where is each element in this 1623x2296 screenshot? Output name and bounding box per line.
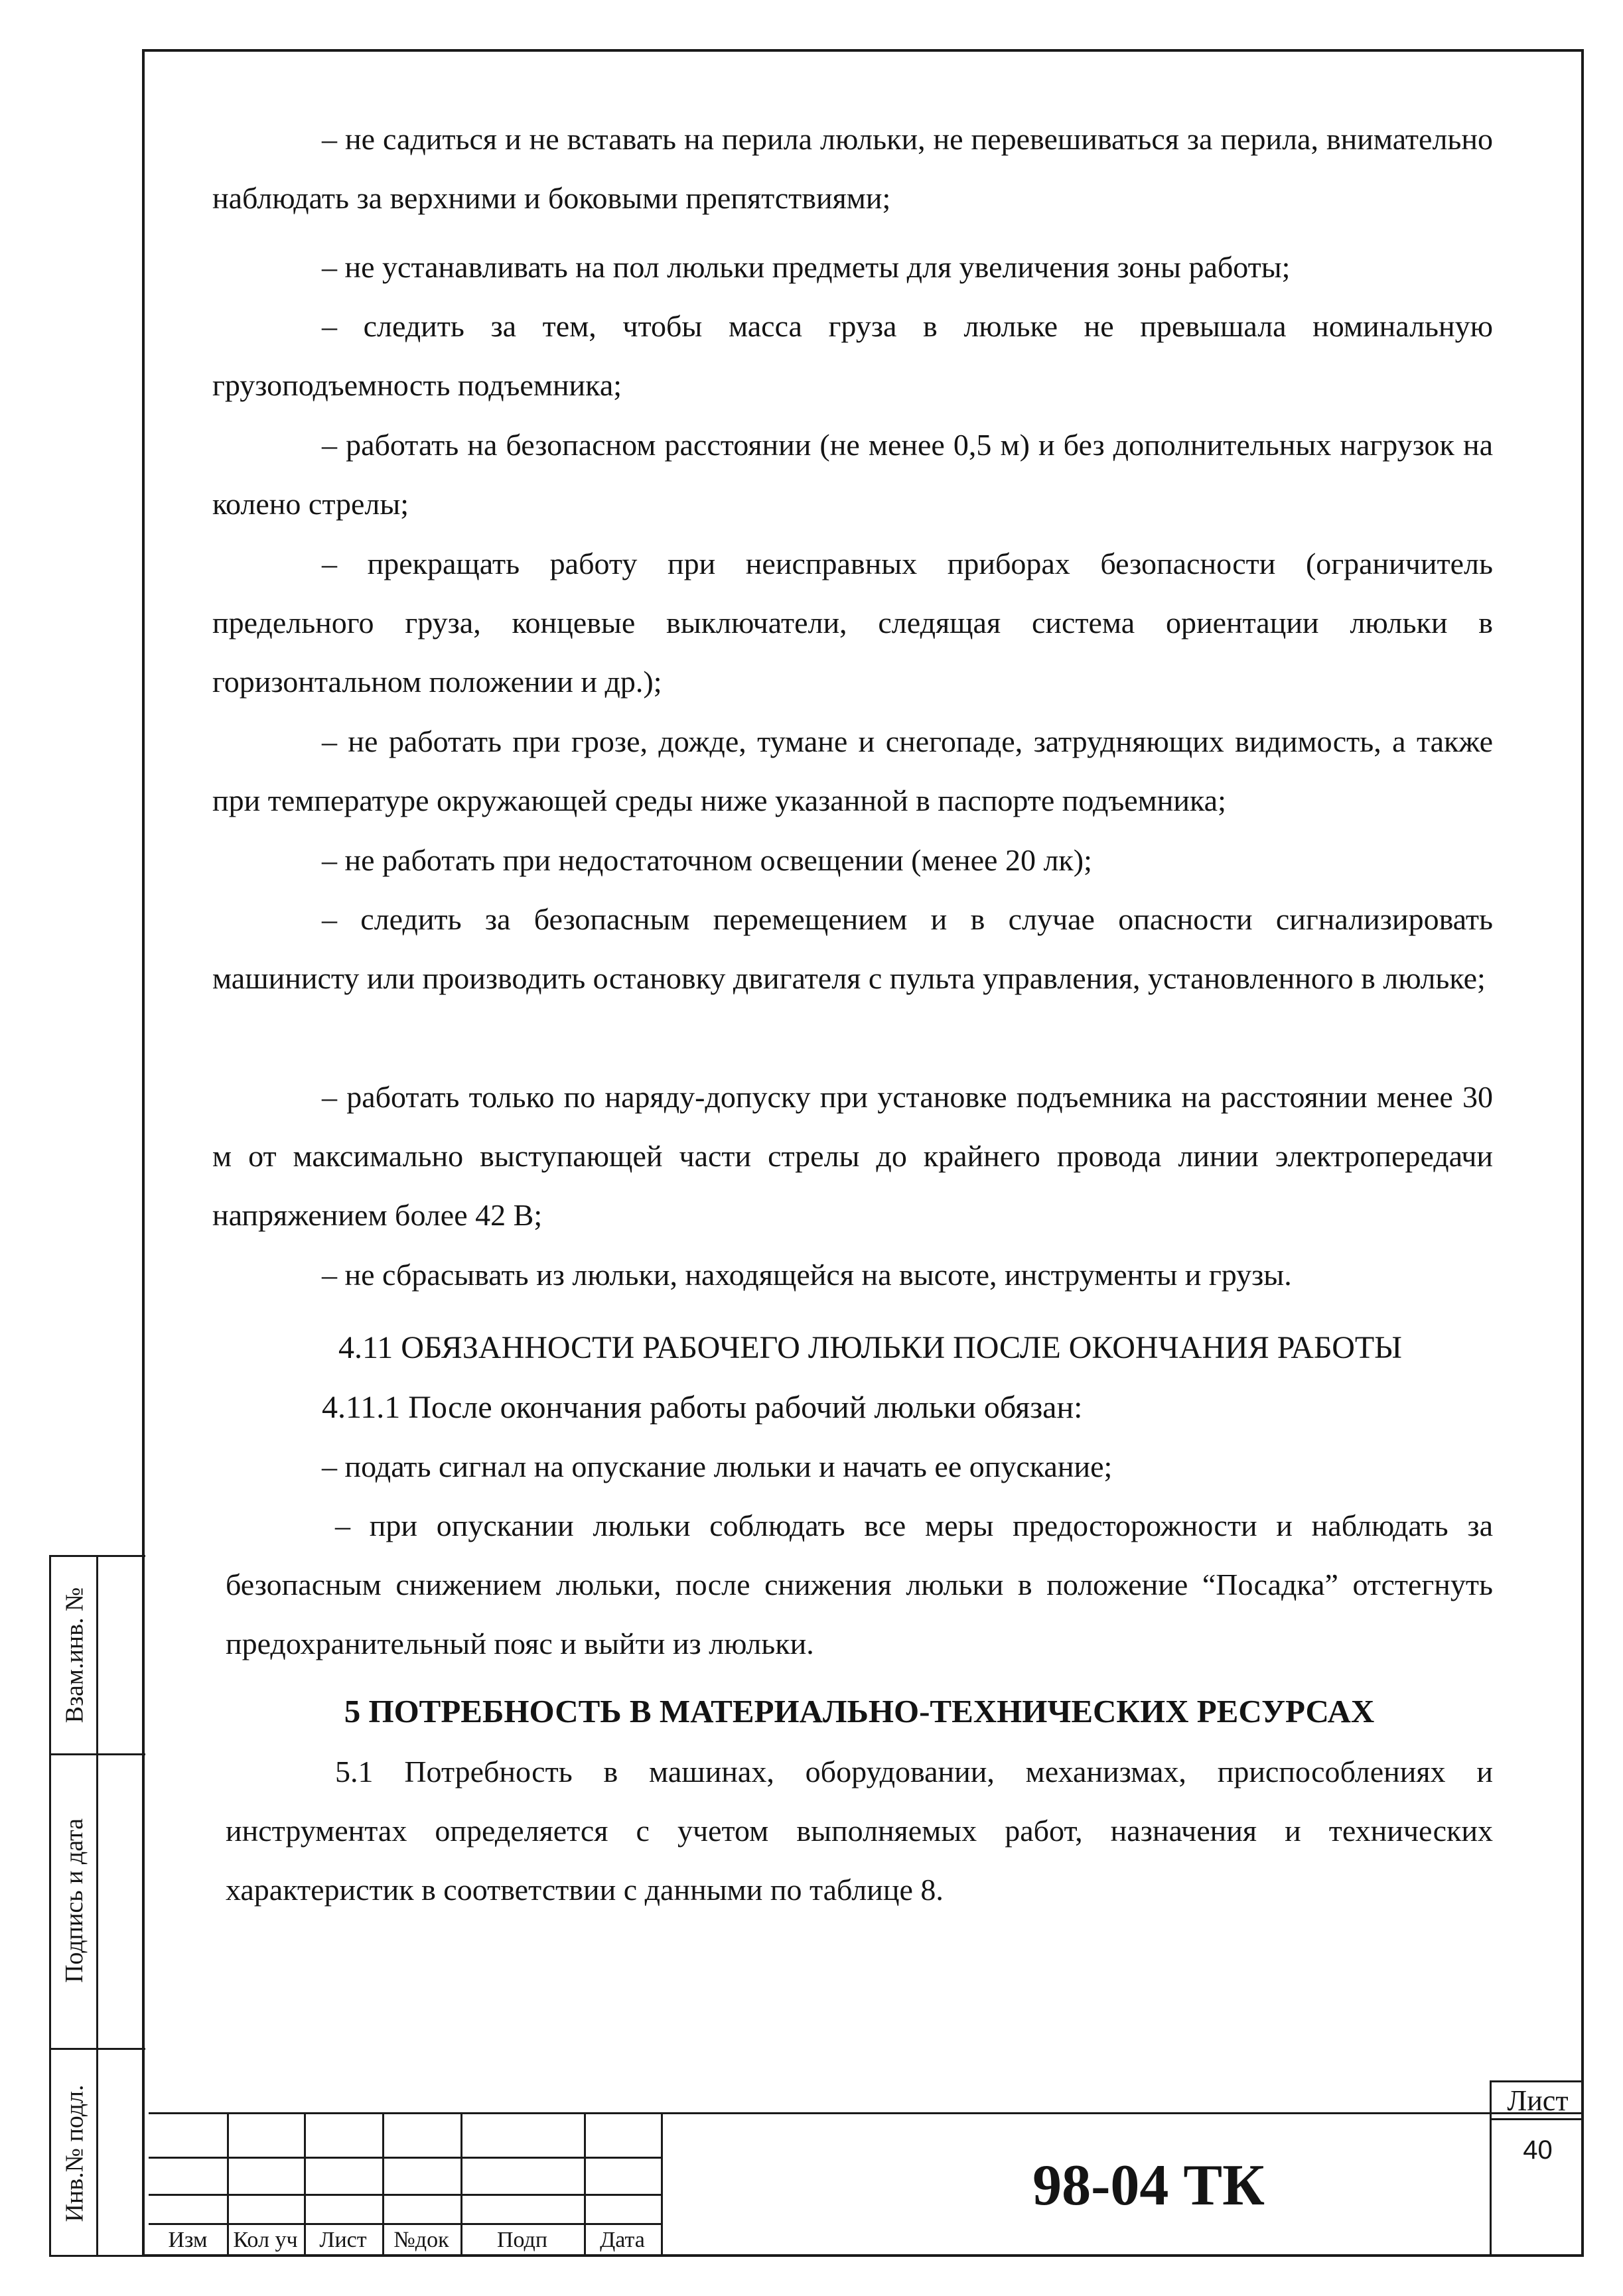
body-paragraph-4: – работать на безопасном расстоянии (не менее 0,5 м) и без дополнительных нагрузок на колено стрелы;: [212, 428, 1493, 521]
title-col-kolyuch: Кол уч: [233, 2228, 298, 2252]
body-paragraph-11: – подать сигнал на опускание люльки и начать ее опускание;: [322, 1450, 1113, 1483]
body-paragraph-6: – не работать при грозе, дожде, тумане и снегопаде, затрудняющих видимость, а также при температуре окружающей среды ниже указанной в паспорте подъемника;: [212, 724, 1493, 817]
body-paragraph-13: 5.1 Потребность в машинах, оборудовании, механизмах, приспособлениях и инструментах определяется с учетом выполняемых работ, назначения и технических характеристик в соответствии с данными по таблице 8.: [226, 1755, 1493, 1907]
body-paragraph-9: – работать только по наряду-допуску при установке подъемника на расстоянии менее 30 м от максимально выступающей части стрелы до крайнего провода линии электропередачи напряжением более 42 В;: [212, 1080, 1493, 1232]
side-stamp-vzam: Взам.инв. №: [60, 1587, 89, 1723]
side-stamp-inv: Инв.№ подл.: [60, 2084, 89, 2222]
body-paragraph-5: – прекращать работу при неисправных приборах безопасности (ограничитель предельного груза, концевые выключатели, следящая система ориентации люльки в горизонтальном положении и др.);: [212, 547, 1493, 699]
body-paragraph-2: – не устанавливать на пол люльки предметы для увеличения зоны работы;: [322, 250, 1291, 284]
title-col-ndok: №док: [393, 2228, 449, 2252]
title-col-izm: Изм: [168, 2228, 208, 2252]
title-col-data: Дата: [600, 2228, 645, 2252]
sheet-box: [1490, 2080, 1584, 2257]
body-paragraph-3: – следить за тем, чтобы масса груза в люльке не превышала номинальную грузоподъемность подъемника;: [212, 309, 1493, 402]
subsection-heading-4-11-1: 4.11.1 После окончания работы рабочий люльки обязан:: [322, 1390, 1083, 1425]
body-paragraph-12: – при опускании люльки соблюдать все меры предосторожности и наблюдать за безопасным снижением люльки, после снижения люльки в положение “Посадка” отстегнуть предохранительный пояс и выйти из люльки.: [226, 1509, 1493, 1660]
title-block-grid: [149, 2114, 663, 2256]
side-stamp: [49, 1555, 145, 2257]
body-paragraph-8: – следить за безопасным перемещением и в случае опасности сигнализировать машинисту или производить остановку двигателя с пульта управления, установленного в люльке;: [212, 902, 1493, 995]
sheet-label: Лист: [1492, 2082, 1584, 2120]
side-stamp-podpis: Подпись и дата: [60, 1818, 89, 1984]
section-heading-5: 5 ПОТРЕБНОСТЬ В МАТЕРИАЛЬНО-ТЕХНИЧЕСКИХ РЕСУРСАХ: [344, 1693, 1375, 1729]
title-col-podp: Подп: [496, 2228, 548, 2252]
body-paragraph-1: – не садиться и не вставать на перила люльки, не перевешиваться за перила, внимательно наблюдать за верхними и боковыми препятствиями;: [212, 122, 1493, 215]
title-col-list: Лист: [319, 2228, 367, 2252]
body-paragraph-7: – не работать при недостаточном освещении (менее 20 лк);: [322, 843, 1092, 877]
section-heading-4-11: 4.11 ОБЯЗАННОСТИ РАБОЧЕГО ЛЮЛЬКИ ПОСЛЕ ОКОНЧАНИЯ РАБОТЫ: [338, 1330, 1403, 1365]
title-block: [149, 2112, 1581, 2254]
document-code: 98-04 ТК: [1032, 2153, 1265, 2218]
sheet-number: 40: [1523, 2135, 1553, 2165]
body-paragraph-10: – не сбрасывать из люльки, находящейся на высоте, инструменты и грузы.: [322, 1258, 1292, 1292]
